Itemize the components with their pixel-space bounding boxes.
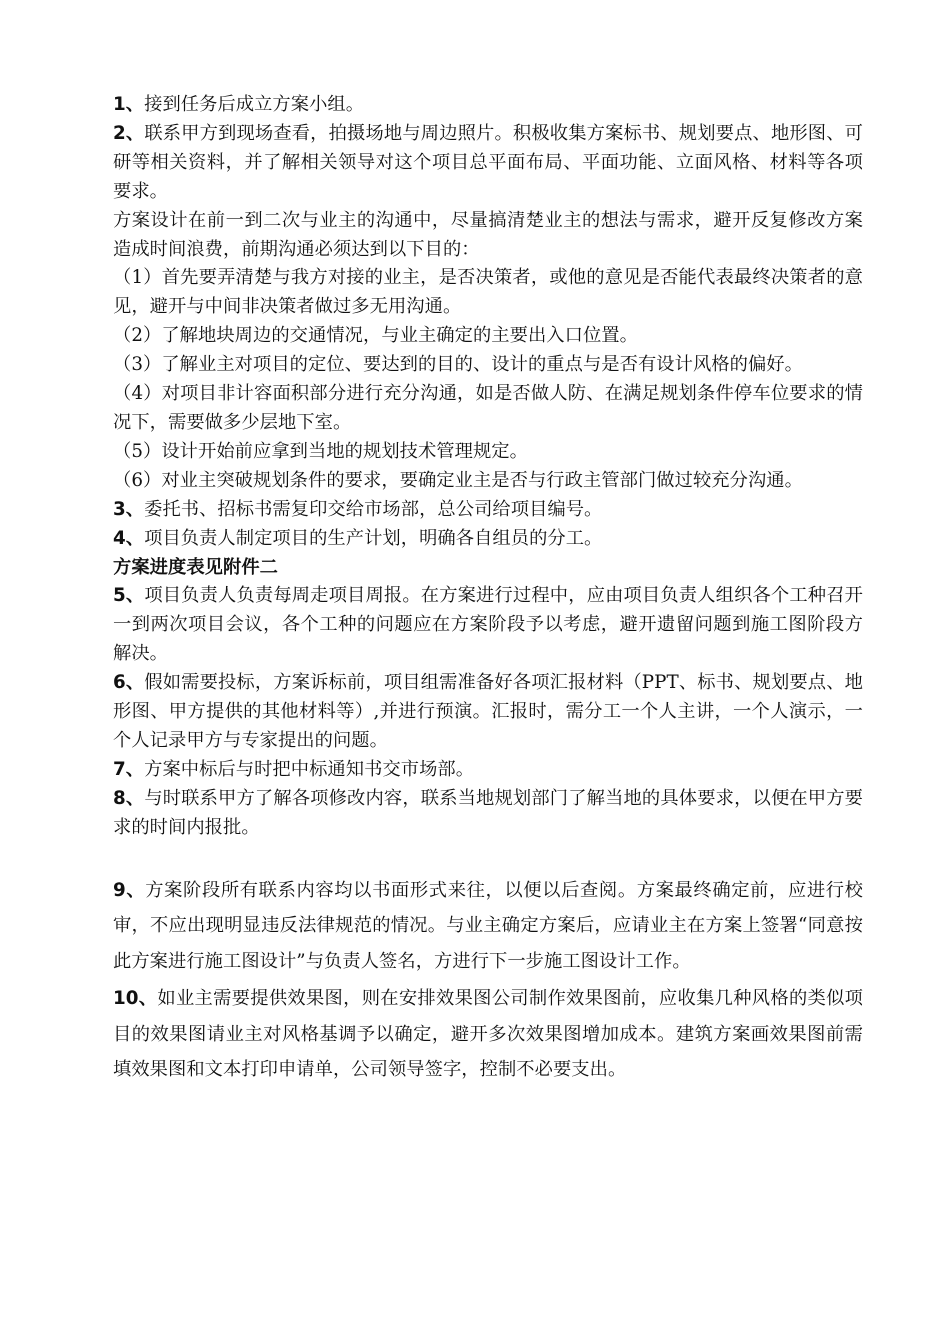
item-5 (113, 582, 863, 669)
sub-item-2: （2）了解地块周边的交通情况，与业主确定的主要出入口位置。 (113, 325, 638, 347)
document-page (113, 91, 863, 1088)
sub-item-6: （6）对业主突破规划条件的要求，要确定业主是否与行政主管部门做过较充分沟通。 (113, 469, 803, 491)
item-text: 如业主需要提供效果图，则在安排效果图公司制作效果图前，应收集几种风格的类似项目的效果图请业主对风格基调予以确定，避开多次效果图增加成本。建筑方案画效果图前需填效果图和文本打印申请单，公司领导签字，控制不必要支出。 (113, 988, 864, 1081)
item-text: 项目负责人负责每周走项目周报。在方案进行过程中，应由项目负责人组织各个工种召开一到两次项目会议，各个工种的问题应在方案阶段予以考虑，避开遗留问题到施工图阶段方解决。 (113, 585, 863, 665)
item-4 (113, 525, 863, 554)
blank-line (113, 843, 863, 873)
item-text: 项目负责人制定项目的生产计划，明确各自组员的分工。 (144, 527, 603, 549)
sub-item-5: （5）设计开始前应拿到当地的规划技术管理规定。 (113, 440, 528, 462)
item-number: 5、 (113, 585, 145, 607)
item-text: 委托书、招标书需复印交给市场部，总公司给项目编号。 (144, 498, 603, 520)
item-number: 9、 (113, 879, 146, 901)
item-text: 接到任务后成立方案小组。 (144, 94, 365, 115)
sub-item-4: （4）对项目非计容面积部分进行充分沟通，如是否做人防、在满足规划条件停车位要求的情况下，需要做多少层地下室。 (113, 383, 863, 433)
item-text: 联系甲方到现场查看，拍摄场地与周边照片。积极收集方案标书、规划要点、地形图、可研等相关资料，并了解相关领导对这个项目总平面布局、平面功能、立面风格、材料等各项要求。 (113, 122, 863, 202)
item-9 (113, 873, 863, 980)
item-number: 3、 (113, 498, 145, 520)
sub-item-1: （1）首先要弄清楚与我方对接的业主，是否决策者，或他的意见是否能代表最终决策者的意见，避开与中间非决策者做过多无用沟通。 (113, 267, 863, 318)
item-number: 7、 (113, 758, 145, 780)
item-number: 10、 (113, 988, 158, 1010)
item-1 (113, 91, 863, 120)
item-number: 6、 (113, 672, 145, 694)
item-3 (113, 496, 863, 525)
item-number: 8、 (113, 787, 145, 809)
item-number: 1、 (113, 94, 145, 115)
item-8 (113, 785, 863, 843)
communication-intro: 方案设计在前一到二次与业主的沟通中，尽量搞清楚业主的想法与需求，避开反复修改方案造成时间浪费，前期沟通必须达到以下目的： (113, 209, 863, 260)
item-2 (113, 120, 863, 207)
sub-item-3: （3）了解业主对项目的定位、要达到的目的、设计的重点与是否有设计风格的偏好。 (113, 354, 803, 376)
item-text: 与时联系甲方了解各项修改内容，联系当地规划部门了解当地的具体要求，以便在甲方要求的时间内报批。 (113, 787, 863, 838)
item-10 (113, 981, 863, 1088)
item-text: 方案中标后与时把中标通知书交市场部。 (144, 758, 475, 780)
item-7 (113, 756, 863, 785)
item-number: 4、 (113, 527, 145, 549)
item-6 (113, 669, 863, 756)
item-number: 2、 (113, 122, 145, 144)
final-items (113, 873, 863, 1088)
schedule-heading: 方案进度表见附件二 (113, 556, 278, 578)
item-text: 方案阶段所有联系内容均以书面形式来往，以便以后查阅。方案最终确定前，应进行校审，不应出现明显违反法律规范的情况。与业主确定方案后，应请业主在方案上签署“同意按此方案进行施工图设计”与负责人签名，方进行下一步施工图设计工作。 (113, 879, 863, 972)
item-text: 假如需要投标，方案诉标前，项目组需准备好各项汇报材料（PPT、标书、规划要点、地形图、甲方提供的其他材料等）,并进行预演。汇报时，需分工一个人主讲，一个人演示，一个人记录甲方与专家提出的问题。 (113, 672, 863, 751)
